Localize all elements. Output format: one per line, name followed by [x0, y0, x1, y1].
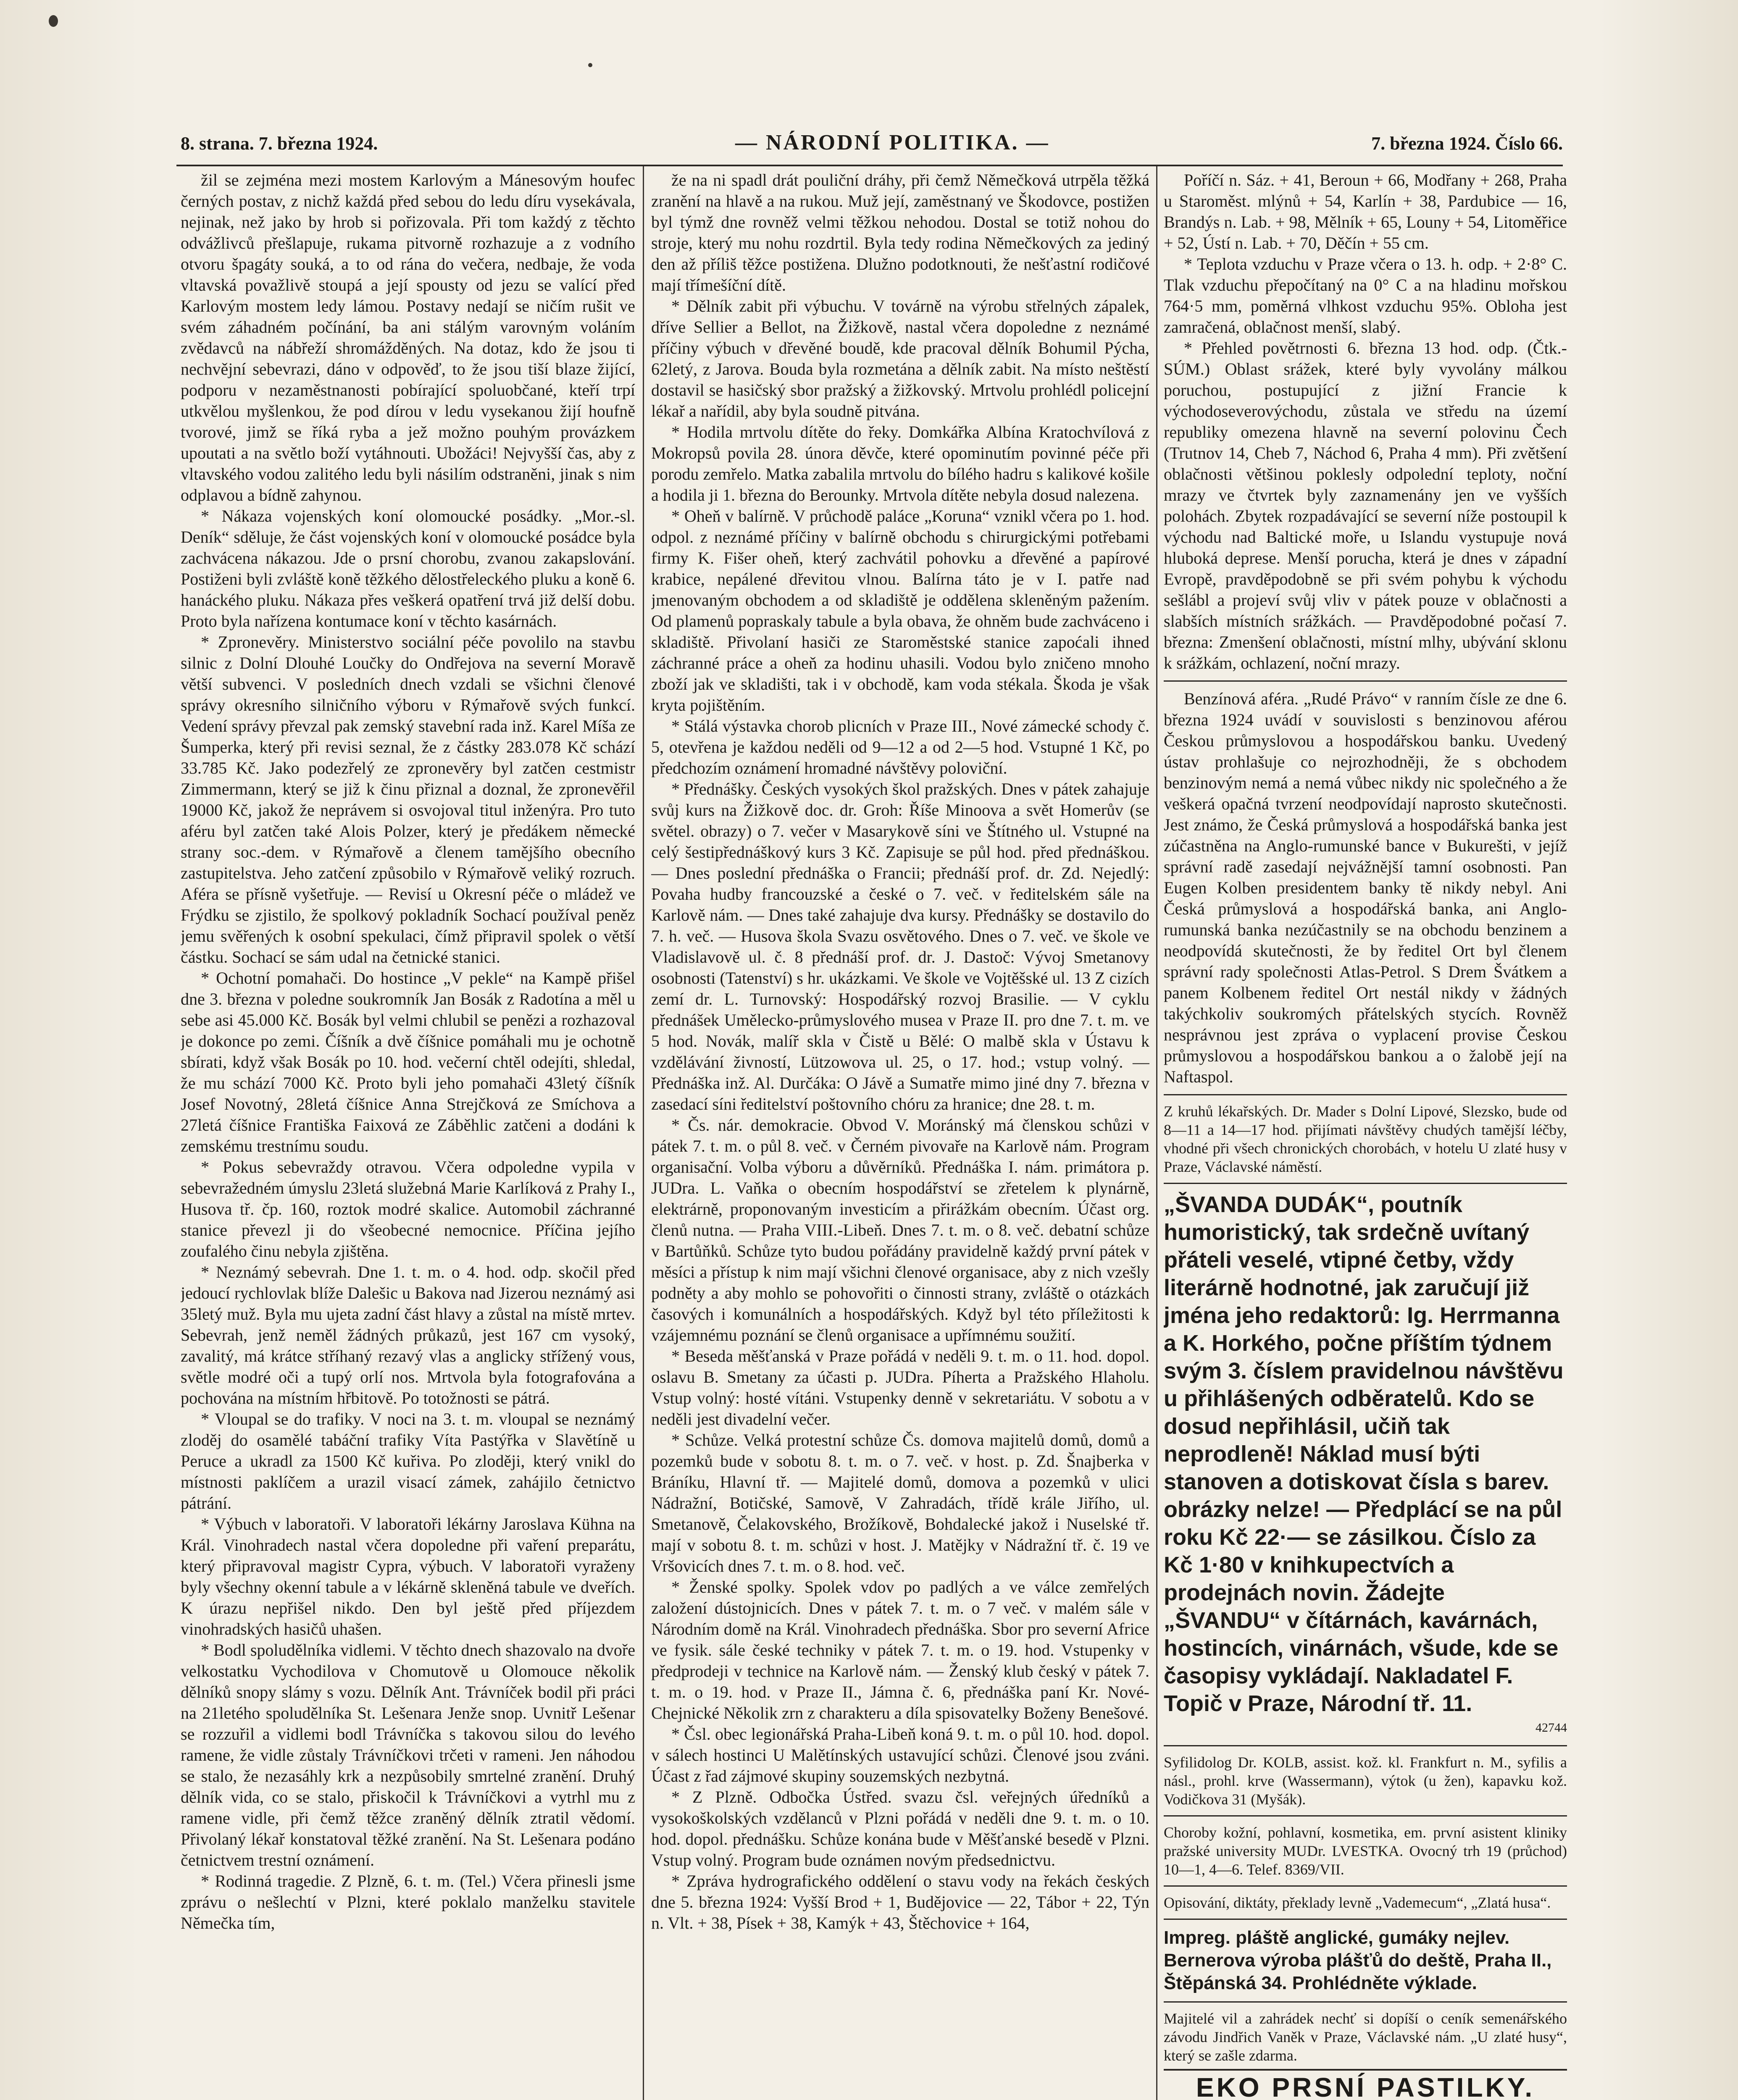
article-paragraph: * Zpronevěry. Ministerstvo sociální péče povolilo na stavbu silnic z Dolní Dlouhé Loučky do Ondřejova na severní Moravě větší subvenci. V posledních dnech vzdali se všichni členové správy okresního silničního výboru v Rýmařově svých funkcí. Vedení správy převzal pak zemský stavební rada inž. Karel Míša ze Šumperka, který při revisi seznal, že z částky 283.078 Kč schází 33.785 Kč. Jako podezřelý ze zpronevěry byl zatčen cestmistr Zimmermann, který se již k činu přiznal a doznal, že zpronevěřil 19000 Kč, jakož že neprávem si osvojoval titul inženýra. Pro tuto aféru byl zatčen také Alois Polzer, který je předákem německé strany soc.-dem. v Rýmařově a členem tamějšího obecního zastupitelstva. Jeho zatčení způsobilo v Rýmařově veliký rozruch. Aféra se přísně vyšetřuje. — Revisí u Okresní péče o mládež ve Frýdku se zjistilo, že spolkový pokladník Sochací používal peněz jemu svěřených k osobní spekulaci, čímž připravil spolek o větší částku. Sochací se sám udal na četnické stanici.	[181, 633, 635, 966]
advertisement-svanda-dudak: „ŠVANDA DUDÁK“, poutník humoristický, tak srdečně uvítaný přáteli veselé, vtipné četby, vždy literárně hodnotné, jak zaručují již jména jeho redaktorů: Ig. Herrmanna a K. Horkého, počne příštím týdnem svým 3. číslem pravidelnou návštěvu u přihlášených odběratelů. Kdo se dosud nepřihlásil, učiň tak neprodleně! Náklad musí býti stanoven a dotiskovat čísla s barev. obrázky nelze! — Předplácí se na půl roku Kč 22·— se zásilkou. Číslo za Kč 1·80 v knihkupectvích a prodejnách novin. Žádejte „ŠVANDU“ v čítárnách, kavárnách, hostincích, vinárnách, všude, kde se časopisy vykládají. Nakladatel F. Topič v Praze, Národní tř. 11.	[1164, 1192, 1564, 1716]
section-rule	[1164, 1815, 1567, 1816]
masthead-title: — NÁRODNÍ POLITIKA. —	[735, 131, 1050, 155]
column-divider-2	[1156, 166, 1157, 2100]
article-paragraph: * Čs. nár. demokracie. Obvod V. Moránský má členskou schůzi v pátek 7. t. m. o půl 8. več. v Černém pivovaře na Karlově nám. Program organisační. Volba výboru a důvěrníků. Přednáška I. nám. primátora p. JUDra. L. Vaňka o obecním hospodářství se zřetelem k plynárně, elektrárně, proponovaným investicím a přirážkám obecním. Účast org. členů nutna. — Praha VIII.-Libeň. Dnes 7. t. m. o 8. več. debatní schůze v Bartůňků. Schůze tyto budou pořádány pravidelně každý první pátek v měsíci a přístup k nim mají všichni členové organisace, aby z nich vzešly podněty a aby mohlo se pohovořiti o činnosti strany, zvláště o otázkách časových i komunálních a hospodářských. Když byl této příležitosti k vzájemnému poznání se členů organisace a upřímnému soužití.	[651, 1116, 1149, 1344]
section-rule	[1164, 2001, 1567, 2003]
article-paragraph: * Dělník zabit při výbuchu. V továrně na výrobu střelných zápalek, dříve Sellier a Bellot, na Žižkově, nastal včera dopoledne z neznámé příčiny výbuch v dřevěné boudě, kde pracoval dělník Bohumil Pýcha, 62letý, z Jarova. Bouda byla rozmetána a dělník zabit. Na místo neštěstí dostavil se hasičský sbor pražský a žižkovský. Mrtvolu prohlédl policejní lékař a nařídil, aby byla soudně pitvána.	[651, 297, 1149, 420]
article-paragraph: * Ochotní pomahači. Do hostince „V pekle“ na Kampě přišel dne 3. března v poledne soukromník Jan Bosák z Radotína a měl u sebe asi 45.000 Kč. Bosák byl velmi chlubil se penězi a rozhazoval je dokonce po zemi. Číšník a dvě číšnice pomáhali mu je ochotně sbírati, když však Bosák po 10. hod. večerní chtěl odejíti, shledal, že mu schází 7000 Kč. Proto byli jeho pomahači 43letý číšník Josef Novotný, 28letá číšnice Anna Strejčková ze Smíchova a 27letá číšnice Františka Faixová ze Záběhlic zatčeni a dodáni k zemskému trestnímu soudu.	[181, 969, 635, 1155]
advertisement: Z kruhů lékařských. Dr. Mader s Dolní Lipové, Slezsko, bude od 8—11 a 14—17 hod. přijímati návštěvy chudých tamější léčby, vhodné při všech chronických chorobách, v hotelu U zlaté husy v Praze, Václavské náměstí.	[1164, 1103, 1567, 1175]
article-paragraph: * Vloupal se do trafiky. V noci na 3. t. m. vloupal se neznámý zloděj do osamělé tabáční trafiky Víta Pastýřka v Slavětíně u Peruce a ukradl za 1500 Kč kuřiva. Po zloději, který vnikl do místnosti paklíčem a urazil visací zámek, zahájilo četnictvo pátrání.	[181, 1410, 635, 1512]
advertisement-raincoats: Impreg. pláště anglické, gumáky nejlev. Bernerova výroba plášťů do deště, Praha II., Štěpánská 34. Prohlédněte výklade.	[1164, 1927, 1552, 1993]
article-paragraph: * Výbuch v laboratoři. V laboratoři lékárny Jaroslava Kühna na Král. Vinohradech nastal včera dopoledne při vaření preparátu, který připravoval magistr Cypra, výbuch. V laboratoři vyraženy byly všechny okenní tabule a v lékárně skleněná tabule ve dveřích. K úrazu nepřišel nikdo. Den byl ještě před příjezdem vinohradských hasičů uhašen.	[181, 1515, 635, 1638]
section-rule	[1164, 1183, 1567, 1184]
article-paragraph: Benzínová aféra. „Rudé Právo“ v ranním čísle ze dne 6. března 1924 uvádí v souvislosti s benzinovou aférou Českou průmyslovou a hospodářskou banku. Uvedený ústav prohlašuje co nejrozhodněji, že s obchodem benzinovým nemá a nemá vůbec nikdy nic společného a že veškerá opačná tvrzení neodpovídají naprosto skutečnosti. Jest známo, že Česká průmyslová a hospodářská banka jest zúčastněna na Anglo-rumunské bance v Bukurešti, v jejíž správní radě zasedají nejvážnější tamní osobnosti. Pan Eugen Kolben presidentem banky tě nikdy nebyl. Ani Česká průmyslová a hospodářská banka, ani Anglo-rumunská banka nezúčastnily se na obchodu benzinem a neodpovídá skutečnosti, že by ředitel Ort byl členem správní rady společnosti Atlas-Petrol. S Drem Švátkem a panem Kolbenem ředitel Ort nestál nikdy v žádných takýchkoliv soukromých přátelských stycích. Rovněž nesprávnou jest zpráva o vyplacení provise Českou průmyslovou a hospodářskou bankou a o žalobě její na Naftaspol.	[1164, 689, 1567, 1086]
article-paragraph: * Čsl. obec legionářská Praha-Libeň koná 9. t. m. o půl 10. hod. dopol. v sálech hostinci U Malětínských ustavující schůzi. Členové jsou zváni. Účast z řad zájmové skupiny souzemských nezbytná.	[651, 1725, 1149, 1785]
article-paragraph: * Schůze. Velká protestní schůze Čs. domova majitelů domů, domů a pozemků bude v sobotu 8. t. m. o 7. več. v host. p. Zd. Šnajberka v Bráníku, Hlavní tř. — Majitelé domů, domova a pozemků v ulici Nádražní, Botičské, Samově, V Zahradách, třídě krále Jiřího, ul. Smetanově, Čelakovského, Brožíkově, Bohdalecké jakož i Nuselské tř. mají v sobotu 8. t. m. schůzi v host. J. Matějky v Nádražní tř. č. 19 ve Vršovicích dnes 7. t. m. o 8. hod. več.	[651, 1431, 1149, 1575]
article-paragraph: * Přehled povětrnosti 6. března 13 hod. odp. (Čtk.-SÚM.) Oblast srážek, které byly vyvolány málkou poruchou, postupující z jižní Francie k východoseverovýchodu, zůstala ve středu na území republiky omezena hlavně na severní polovinu Čech (Trutnov 14, Cheb 7, Náchod 6, Praha 4 mm). Při zvětšení oblačnosti většinou poklesly odpolední teploty, noční mrazy ve čtvrtek byly zaznamenány jen ve vyšších polohách. Zbytek rozpadávající se severní níže postoupil k východu nad Baltické moře, u Islandu vystupuje nová hluboká deprese. Menší porucha, která je dnes v západní Evropě, pravděpodobně se při svém pohybu k východu sešlábl a projeví svůj vliv v pátek pouze v oblačnosti a slabších místních srážkách. — Pravděpodobné počasí 7. března: Zmenšení oblačnosti, místní mlhy, ubývání sklonu k srážkám, ochlazení, noční mrazy.	[1164, 339, 1567, 672]
article-paragraph: * Z Plzně. Odbočka Ústřed. svazu čsl. veřejných úředníků a vysokoškolských vzdělanců v Plzni pořádá v neděli dne 9. t. m. o 10. hod. dopol. přednášku. Schůze konána bude v Měšťanské besedě v Plzni. Vstup volný. Program bude oznámen novým předsednictvu.	[651, 1788, 1149, 1869]
section-rule	[1164, 680, 1567, 682]
column-divider-1	[643, 166, 644, 2100]
article-paragraph: * Pokus sebevraždy otravou. Včera odpoledne vypila v sebevražedném úmyslu 23letá služebná Marie Karlíková z Prahy I., Husova tř. čp. 160, roztok modré skalice. Automobil záchranné stanice převezl ji do všeobecné nemocnice. Příčina jejího zoufalého činu nebyla zjištěna.	[181, 1158, 635, 1260]
article-paragraph: * Ženské spolky. Spolek vdov po padlých a ve válce zemřelých založení dústojnicích. Dnes v pátek 7. t. m. o 7 več. v malém sále v Národním domě na Král. Vinohradech přednáška. Sbor pro severní Africe ve fysik. sále české techniky v pátek 7. t. m. o 19. hod. Vstupenky v předprodeji v technice na Karlově nám. — Ženský klub český v pátek 7. t. m. o 19. hod. v Praze II., Jámna č. 6, přednáška paní Kr. Nové-Chejnické Několik zrn z charakteru a díla spisovatelky Boženy Benešové.	[651, 1578, 1149, 1722]
column-2	[651, 170, 1149, 2100]
column-3	[1164, 170, 1567, 2100]
article-paragraph: že na ni spadl drát pouliční dráhy, při čemž Němečková utrpěla těžká zranění na hlavě a na rukou. Muž její, zaměstnaný ve Škodovce, postižen byl týmž dne rovněž velmi těžkou nehodou. Dostal se totiž nohou do stroje, který mu nohu rozdrtil. Byla tedy rodina Němečkových za jediný den až příliš těžce postižena. Dlužno podotknouti, že nešťastní rodičové mají třímešíční dítě.	[651, 171, 1149, 294]
section-rule	[1164, 1745, 1567, 1746]
page-speck	[49, 15, 58, 27]
article-paragraph: * Neznámý sebevrah. Dne 1. t. m. o 4. hod. odp. skočil před jedoucí rychlovlak blíže Dalešic u Bakova nad Jizerou neznámý asi 35letý muž. Byla mu ujeta zadní část hlavy a zůstal na místě mrtev. Sebevrah, jenž neměl žádných průkazů, jest 167 cm vysoký, zavalitý, má krátce stříhaný rezavý vlas a anglicky střížený vous, světle modré oči a tupý orlí nos. Mrtvola byla fotografována a pochována na místním hřbitově. Po totožnosti se pátrá.	[181, 1263, 635, 1407]
column-1	[181, 170, 635, 2100]
advertisement: Opisování, diktáty, překlady levně „Vademecum“, „Zlatá husa“.	[1164, 1894, 1551, 1911]
article-paragraph: * Beseda měšťanská v Praze pořádá v neděli 9. t. m. o 11. hod. dopol. oslavu B. Smetany za účasti p. JUDra. Píherta a Pražského Hlaholu. Vstup volný: hosté vítáni. Vstupenky denně v sekretariátu. V sobotu a v neděli jest divadelní večer.	[651, 1347, 1149, 1428]
advertisement-eko-pastilky: EKO PRSNÍ PASTILKY.	[1164, 2069, 1567, 2100]
article-paragraph: * Přednášky. Českých vysokých škol pražských. Dnes v pátek zahajuje svůj kurs na Žižkově doc. dr. Groh: Říše Minoova a svět Homerův (se světel. obrazy) o 7. večer v Masarykově síni ve Štítného ul. Vstupné na celý šestipřednáškový kurs 3 Kč. Zapisuje se půl hod. před přednáškou. — Dnes poslední přednáška o Francii; přednáší prof. dr. Zd. Nejedlý: Povaha hudby francouzské a české o 7. več. v ředitelském sále na Karlově nám. — Dnes také zahajuje dva kursy. Přednášky se dostavilo do 7. h. več. — Husova škola Svazu osvětového. Dnes o 7. več. ve škole ve Vladislavově ul. č. 8 přednáší prof. dr. J. Dastoč: Vývoj Smetanovy osobnosti (Tatenství) s hr. ukázkami. Ve škole ve Vojtěšské ul. 13 Z cizích zemí dr. L. Turnovský: Hospodářský rozvoj Brasilie. — V cyklu přednášek Umělecko-průmyslového musea v Praze II. pro dne 7. t. m. ve 5 hod. Novák, malíř skla v Čistě u Bělé: O malbě skla v Ústavu k vzdělávání živností, Lützowova ul. 25, o 17. hod.; vstup volný. — Přednáška inž. Al. Durčáka: O Jávě a Sumatře mimo jiné dny 7. března v zasedací síni ředitelství poštovního chóru za hranice; dne 28. t. m.	[651, 780, 1149, 1113]
article-paragraph: * Teplota vzduchu v Praze včera o 13. h. odp. + 2·8° C. Tlak vzduchu přepočítaný na 0° C a na hladinu mořskou 764·5 mm, poměrná vlhkost vzduchu 95%. Obloha jest zamračená, oblačnost menší, slabý.	[1164, 255, 1567, 336]
advertisement: Syfilidolog Dr. KOLB, assist. kož. kl. Frankfurt n. M., syfilis a násl., prohl. krve (Wassermann), výtok (u žen), kapavku kož. Vodičkova 31 (Myšák).	[1164, 1754, 1567, 1808]
section-rule	[1164, 1885, 1567, 1887]
article-paragraph: Poříčí n. Sáz. + 41, Beroun + 66, Modřany + 268, Praha u Staroměst. mlýnů + 54, Karlín + 38, Pardubice — 16, Brandýs n. Lab. + 98, Mělník + 65, Louny + 54, Litoměřice + 52, Ústí n. Lab. + 70, Děčín + 55 cm.	[1164, 171, 1567, 252]
article-paragraph: * Oheň v balírně. V průchodě paláce „Koruna“ vznikl včera po 1. hod. odpol. z neznámé příčiny v balírně obchodu s chirurgickými potřebami firmy K. Fišer oheň, který zachvátil pohovku a dřevěné a papírové krabice, nepálené dřevitou vlnou. Balírna táto je v I. patře nad jmenovaným obchodem a od skladiště je oddělena skleněným pažením. Od plamenů popraskaly tabule a byla obava, že ohněm bude zachváceno i skladiště. Přivolaní hasiči ze Staroměstské stanice zapoćali ihned záchranné práce a oheň za hodinu uhasili. Vodou bylo zničeno mnoho zboží jak ve skladišti, tak i v obchodě, kam voda stékala. Škoda je však kryta pojištěním.	[651, 507, 1149, 714]
article-paragraph: * Zpráva hydrografického oddělení o stavu vody na řekách českých dne 5. března 1924: Vyšší Brod + 1, Budějovice — 22, Tábor + 22, Týn n. Vlt. + 38, Písek + 38, Kamýk + 43, Štěchovice + 164,	[651, 1872, 1149, 1932]
section-rule	[1164, 1094, 1567, 1095]
page-speck	[588, 63, 592, 67]
section-rule	[1164, 1919, 1567, 1920]
ad-reference-number: 42744	[1536, 1721, 1567, 1735]
article-paragraph: * Stálá výstavka chorob plicních v Praze III., Nové zámecké schody č. 5, otevřena je každou neděli od 9—12 a od 2—5 hod. Vstupné 1 Kč, po předchozím oznámení hromadné návštěvy poloviční.	[651, 717, 1149, 777]
advertisement: Choroby kožní, pohlavní, kosmetika, em. první asistent kliniky pražské university MUDr. LVESTKA. Ovocný trh 19 (průchod) 10—1, 4—6. Telef. 8369/VII.	[1164, 1824, 1567, 1878]
header-rule	[176, 165, 1563, 166]
article-paragraph: * Rodinná tragedie. Z Plzně, 6. t. m. (Tel.) Včera přinesli jsme zprávu o nešlechtí v Plzni, které poklalo manželku stavitele Němečka tím,	[181, 1872, 635, 1932]
advertisement: Majitelé vil a zahrádek nechť si dopíší o ceník semenářského závodu Jindřich Vaněk v Praze, Václavské nám. „U zlaté husy“, který se zašle zdarma.	[1164, 2010, 1567, 2064]
page-header	[181, 133, 1563, 162]
article-paragraph: žil se zejména mezi mostem Karlovým a Mánesovým houfec černých postav, z nichž každá před sebou do ledu díru vysekávala, nejinak, než jako by hrob si pořizovala. Při tom každý z těchto odvážlivců přešlapuje, rukama pitvorně rozhazuje a z vodního otvoru špagáty souká, a to od rána do večera, nedbaje, že voda vltavská považlivě stoupá a její spousty od jezu se valící před Karlovým mostem ledy lámou. Postavy nedají se ničím rušit ve svém záhadném počínání, ba ani stálým varovným voláním zvědavců na nábřeží shromážděných. Na dotaz, kdo že jsou ti nechvějní sebevrazi, dáno v odpověď, to že jsou tiší blaze žijící, podporu v nezaměstnanosti pobírající spoluobčané, kteří trpí utkvělou myšlenkou, že pod dírou v ledu vysekanou žijí houfně tvorové, jimž se říká ryba a jež možno pouhým provázkem upoutati a na světlo boží vytáhnouti. Ubožáci! Nejvyšší čas, aby z vltavského vodou zalitého ledu byli násilím odstraněni, jinak s nim odplavou a bídně zahynou.	[181, 171, 635, 504]
article-paragraph: * Bodl spoludělníka vidlemi. V těchto dnech shazovalo na dvoře velkostatku Vychodilova v Chomutově u Olomouce několik dělníků snopy slámy s vozu. Dělník Ant. Trávníček bodil při práci na 21letého spoludělníka St. Lešenara Jenže snop. Uvnitř Lešenar se rozzuřil a vidlemi bodl Trávníčka s takovou silou do levého ramene, že vidle zůstaly Trávníčkovi trčeti v rameni. Jen náhodou se stalo, že nezasáhly krk a nezpůsobily smrtelné zranění. Druhý dělník vida, co se stalo, přiskočil k Trávníčkovi a vytrhl mu z ramene vidle, při čemž těžce zraněný dělník ztratil vědomí. Přivolaný lékař konstatoval těžké zranění. Na St. Lešenara podáno četnictvem trestní oznámení.	[181, 1641, 635, 1869]
article-paragraph: * Hodila mrtvolu dítěte do řeky. Domkářka Albína Kratochvílová z Mokropsů povila 28. února děvče, které opominutím povinné péče při porodu zemřelo. Matka zabalila mrtvolu do bílého hadru s kalikové košile a hodila ji 1. března do Berounky. Mrtvola dítěte nebyla dosud nalezena.	[651, 423, 1149, 504]
page-number-date: 8. strana. 7. března 1924.	[181, 133, 378, 154]
issue-date-number: 7. března 1924. Číslo 66.	[1371, 133, 1563, 154]
article-paragraph: * Nákaza vojenských koní olomoucké posádky. „Mor.-sl. Deník“ sděluje, že část vojenských koní v olomoucké posádce byla zachvácena nákazou. Jde o prsní chorobu, zvanou zakapslování. Postiženi byli zvláště koně těžkého dělostřeleckého pluku a koně 6. hanáckého pluku. Nákaza přes veškerá opatření trvá již delší dobu. Proto byla nařízena kontumace koní v těchto kasárnách.	[181, 507, 635, 630]
